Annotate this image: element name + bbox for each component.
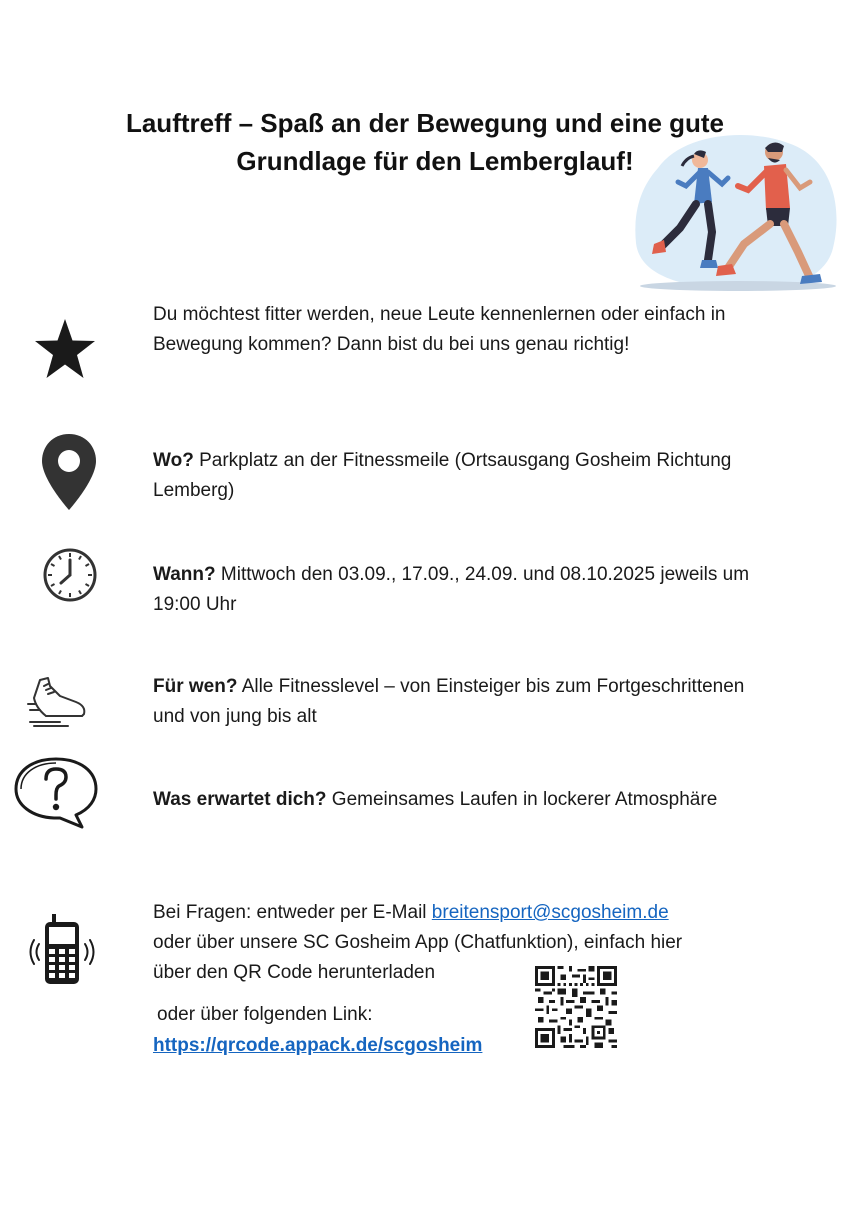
who-value: Alle Fitnesslevel – von Einsteiger bis zum Fortgeschrittenen und von jung bis alt <box>153 676 745 727</box>
who-label: Für wen? <box>153 676 238 697</box>
where-label: Wo? <box>153 450 194 471</box>
expect-label: Was erwartet dich? <box>153 789 327 810</box>
location-pin-icon <box>40 432 98 512</box>
app-download-link[interactable]: https://qrcode.appack.de/scgosheim <box>153 1035 483 1056</box>
contact-line-2: oder über unsere SC Gosheim App (Chatfunktion), einfach hier <box>153 932 683 953</box>
question-bubble-icon <box>12 755 100 829</box>
runners-illustration <box>628 128 840 296</box>
intro-text: Du möchtest fitter werden, neue Leute kennenlernen oder einfach in Bewegung kommen? Dann bist du bei uns genau richtig! <box>153 304 726 355</box>
when-value: Mittwoch den 03.09., 17.09., 24.09. und 08.10.2025 jeweils um 19:00 Uhr <box>153 564 750 615</box>
where-text <box>153 446 753 506</box>
contact-line-1 <box>153 898 753 928</box>
qr-code[interactable] <box>535 966 617 1048</box>
contact-line-4: oder über folgenden Link: <box>157 1004 373 1025</box>
running-shoe-icon <box>26 676 90 728</box>
star-icon <box>34 318 96 380</box>
when-label: Wann? <box>153 564 216 585</box>
url-line <box>153 1031 753 1061</box>
clock-icon <box>42 547 98 603</box>
where-value: Parkplatz an der Fitnessmeile (Ortsausgang Gosheim Richtung Lemberg) <box>153 450 732 501</box>
who-text <box>153 672 753 732</box>
contact-prefix: Bei Fragen: entweder per E-Mail <box>153 902 427 923</box>
contact-line-3: über den QR Code herunterladen <box>153 962 436 983</box>
mobile-phone-icon <box>28 912 96 986</box>
email-link[interactable]: breitensport@scgosheim.de <box>431 902 669 923</box>
when-text <box>153 560 753 620</box>
title-line-1: Lauftreff – Spaß an der Bewegung und eine gute <box>125 108 725 138</box>
expect-text <box>153 785 753 815</box>
title-line-2: Grundlage für den Lemberglauf! <box>236 146 634 176</box>
expect-value: Gemeinsames Laufen in lockerer Atmosphäre <box>331 789 718 810</box>
